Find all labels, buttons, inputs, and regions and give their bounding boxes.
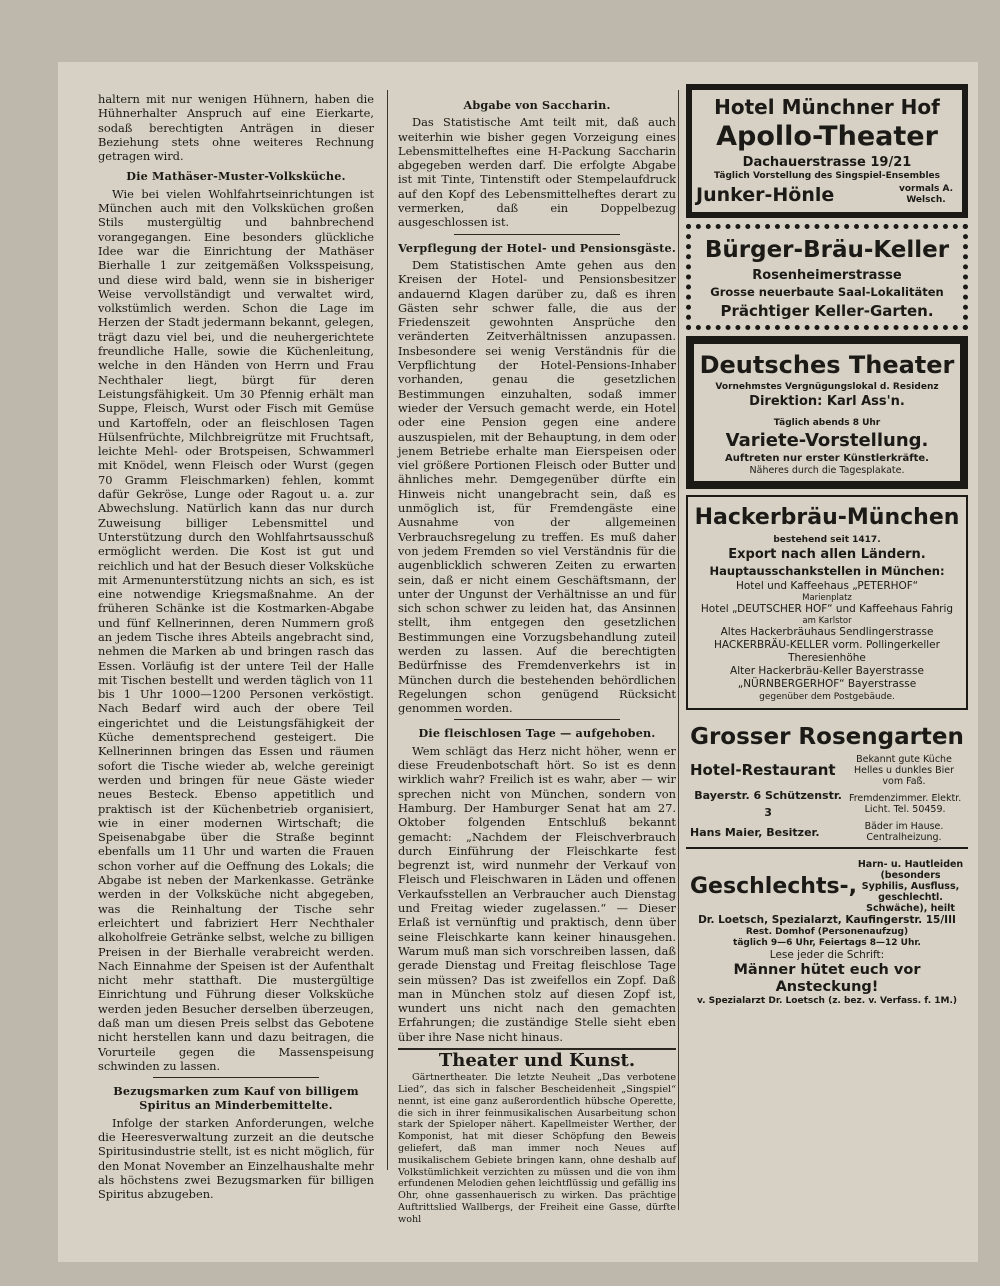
ad-buerger-rooms: Grosse neuerbaute Saal-Lokalitäten <box>710 285 944 299</box>
ad-apollo-tagline: Täglich Vorstellung des Singspiel-Ensembles <box>713 171 941 181</box>
paragraph-hotelgaeste: Dem Statistischen Amte gehen aus den Kreisen der Hotel- und Pensionsbesitzer andauernd Klagen darüber zu, daß es ihren Gästen sehr schwer falle, die aus der Friedenszeit gewohnten Ansprüche den veränderten Zeitverhältnissen anzupassen. Insbesondere sei wenig Verständnis für die Verpflichtung der Hotel-Pensions-Inhaber vorhanden, genau die gesetzlichen Bestimmungen einzuhalten, sodaß immer wieder der Versuch gemacht werde, ein Hotel oder eine Pension gegen eine andere auszuspielen, mit der Behauptung, in dem oder jenem Betriebe erhalte man Eierspeisen oder viel größere Portionen Fleisch oder Butter und ähnliches mehr. Demgegenüber dürfte ein Hinweis nicht unangebracht sein, daß es unmöglich ist, für Fremdengäste eine Ausnahme von der allgemeinen Verbrauchsregelung zu treffen. Es muß daher von jedem Fremden so viel Verständnis für die augenblicklich schweren Zeiten zu erwarten sein, daß er nicht einem Geschäftsmann, der unter der Ungunst der Verhältnisse an und für sich schon schwer zu leiden hat, das Ansinnen stellt, ihm entgegen den gesetzlichen Bestimmungen eine Vorzugsbehandlung zuteil werden zu lassen. Auf die berechtigten Bedürfnisse des Fremdenverkehrs ist in München durch die bestehenden behördlichen Regelungen schon genügend Rücksicht genommen worden. <box>398 257 676 716</box>
paragraph-spiritus: Infolge der starken Anforderungen, welche die Heeresverwaltung zurzeit an die deutsche Spiritusindustrie stellt, ist es nicht möglich, für den Monat November an Einzelhaushalte mehr als höchstens zwei Bezugsmarken für billigen Spiritus abzugeben. <box>98 1115 374 1202</box>
paragraph-saccharin: Das Statistische Amt teilt mit, daß auch weiterhin wie bisher gegen Vorzeigung eines Lebensmittelheftes eine H-Packung Saccharin abgegeben werden darf. Die erfolgte Abgabe ist mit Tinte, Tintenstift oder Stempelaufdruck auf den Kopf des Lebensmittelheftes derart zu vermerken, daß ein Doppelbezug ausgeschlossen ist. <box>398 115 676 230</box>
ad-apollo-hotel: Hotel Münchner Hof <box>714 95 940 119</box>
advertisement-column <box>686 84 968 1017</box>
ad-hacker-outlet-3: Altes Hackerbräuhaus Sendlingerstrasse <box>720 626 934 638</box>
ad-rosengarten-row-1 <box>690 754 964 787</box>
ad-hacker-outlet-4: HACKERBRÄU-KELLER vorm. Pollingerkeller Theresienhöhe <box>714 639 940 664</box>
ad-rosengarten <box>686 716 968 849</box>
ad-rosengarten-address: Bayerstr. 6 Schützenstr. 3 <box>694 789 842 819</box>
ad-apollo-theater <box>686 84 968 218</box>
column-divider-2 <box>678 90 679 1210</box>
ad-hacker-export: Export nach allen Ländern. <box>728 547 926 562</box>
ad-deutsches-tagline: Vornehmstes Vergnügungslokal d. Residenz <box>715 382 939 392</box>
ad-apollo-owner: Junker-Hönle <box>696 184 835 206</box>
ad-buerger-braeu <box>686 224 968 330</box>
heading-hotelgaeste: Verpflegung der Hotel- und Pensionsgäste. <box>398 240 676 255</box>
ad-hacker-outlet-6-loc: gegenüber dem Postgebäude. <box>759 692 895 702</box>
ad-loetsch-row-1 <box>690 859 964 914</box>
paragraph-fleischlose-tage: Wem schlägt das Herz nicht höher, wenn er diese Freudenbotschaft hört. So ist es denn wirklich wahr? Freilich ist es wahr, aber — wir sprechen nicht von München, sondern von Hamburg. Der Hamburger Senat hat am 27. Oktober folgenden Entschluß bekannt gemacht: „Nachdem der Fleischverbrauch durch Einführung der Fleischkarte fest begrenzt ist, wird nunmehr der Verkauf von Fleisch und Fleischwaren in Läden und offenen Verkaufsstellen an Verbraucher auch Dienstag und Freitag wieder zugelassen.“ — Dieser Erlaß ist vernünftig und praktisch, denn über seine Fleischkarte kann keiner hinausgehen. Warum muß man sich vorschreiben lassen, daß gerade Dienstag und Freitag fleischlose Tage sein müssen? Das ist zweifellos ein Zopf. Daß man in München stolz auf diesen Zopf ist, wundert uns nicht nach den gemachten Erfahrungen; die zuständige Stelle sieht eben über ihre Nase nicht hinaus. <box>398 743 676 1044</box>
ad-loetsch-source: v. Spezialarzt Dr. Loetsch (z. bez. v. Verfass. f. 1M.) <box>696 996 958 1006</box>
ad-hacker-since: bestehend seit 1417. <box>773 535 881 545</box>
ad-deutsches-show: Variete-Vorstellung. <box>725 430 929 451</box>
ad-deutsches-time: Täglich abends 8 Uhr <box>773 418 881 428</box>
ad-apollo-formerly: vormals A. Welsch. <box>898 184 954 205</box>
ad-deutsches-title: Deutsches Theater <box>699 351 955 379</box>
heading-saccharin: Abgabe von Saccharin. <box>463 98 611 112</box>
heading-fleischlose-tage: Die fleischlosen Tage — aufgehoben. <box>418 726 656 741</box>
ad-buerger-garden: Prächtiger Keller-Garten. <box>720 302 934 320</box>
ad-loetsch-location: Rest. Domhof (Personenaufzug) <box>745 927 909 937</box>
paragraph-mathaeser: Wie bei vielen Wohlfahrtseinrichtungen ist München auch mit den Volksküchen großen Stils mustergültig und bahnbrechend vorangegangen. Eine besonders glückliche Idee war die Einrichtung der Mathäser Bierhalle 1 zur zeitgemäßen Volksspeisung, und diese wird bald, wenn sie in bisheriger Weise vervollständigt und verwaltet wird, volkstümlich werden. Schon die Lage im Herzen der Stadt jedermann bekannt, gelegen, trägt dazu viel bei, und die neuhergerichtete freundliche Halle, sowie die Küchenleitung, welche in den Händen von Herrn und Frau Nechthaler liegt, bürgt für deren Leistungsfähigkeit. Um 30 Pfennig erhält man Suppe, Fleisch, Wurst oder Fisch mit Gemüse und Kartoffeln, oder an fleischlosen Tagen Hülsenfrüchte, Milchbreigrütze mit Fruchtsaft, leichte Mehl- oder Brotspeisen, Schwammerl mit Knödel, wenn Fleisch oder Wurst (gegen 70 Gramm Fleischmarken) fehlen, kommt dafür Gekröse, Lunge oder Ragout u. a. zur Abwechslung. Natürlich kann das nur durch Zuweisung billiger Lebensmittel und Unterstützung durch den Wohlfahrtsausschuß ermöglicht werden. Die Kost ist gut und reichlich und hat der Besuch dieser Volksküche mit Armenunterstützung nichts an sich, es ist eine notwendige Kriegsmaßnahme. An der früheren Schänke ist die Kostmarken-Abgabe und fünf Kellnerinnen, deren Nummern groß an jedem Tische ihres Abteils angebracht sind, nehmen die Marken ab und bringen rasch das Essen. Vorläufig ist der untere Teil der Halle mit Tischen bestellt und werden täglich von 11 bis 1 Uhr 1000—1200 Personen verköstigt. Nach Bedarf wird auch der obere Teil eingerichtet und die Leistungsfähigkeit der Küche dementsprechend gesteigert. Die Kellnerinnen bringen das Essen und räumen sofort die Tische wieder ab, welche gereinigt werden und bringen für neue Gäste wieder neues Besteck. Ebenso appetitlich und praktisch ist der Küchenbetrieb organisiert, wie in einer modernen Wirtschaft; die Speisenabgabe über die Straße beginnt ebenfalls um 11 Uhr und warten die Frauen schon vorher auf die Oeffnung des Lokals; die Abgabe ist neben der Markenkasse. Getränke werden in der Volksküche nicht abgegeben, was die Reinhaltung der Tische sehr erleichtert und fabriziert Herr Nechthaler alkoholfreie Getränke selbst, welche zu billigen Preisen in der Bierhalle verabreicht werden. Nach Einnahme der Speisen ist der Aufenthalt nicht mehr statthaft. Die mustergültige Einrichtung und Führung dieser Volksküche werden jeden Besucher derselben überzeugen, daß man um diesen Preis selbst das Gebotene nicht herstellen kann und dazu beitragen, die Vorurteile gegen die Massenspeisung schwinden zu lassen. <box>98 186 374 1073</box>
ad-rosengarten-kitchen: Bekannt gute Küche Helles u dunkles Bier vom Faß. <box>853 754 955 787</box>
column-divider-1 <box>387 90 388 1170</box>
column-left <box>98 92 374 1204</box>
ad-loetsch-conditions: Harn- u. Hautleiden (besonders Syphilis, Ausfluss, geschlechtl. Schwäche), heilt <box>857 859 964 914</box>
ad-deutsches-info: Näheres durch die Tagesplakate. <box>749 465 905 476</box>
divider <box>454 234 621 235</box>
ad-deutsches-direction: Direktion: Karl Ass'n. <box>749 394 905 409</box>
ad-loetsch-title: Geschlechts-, <box>690 873 858 899</box>
ad-deutsches-artists: Auftreten nur erster Künstlerkräfte. <box>725 453 929 464</box>
divider <box>153 1077 319 1078</box>
ad-loetsch-doctor: Dr. Loetsch, Spezialarzt, Kaufingerstr. 15/III <box>698 914 956 926</box>
ad-hacker-outlet-2: Hotel „DEUTSCHER HOF“ und Kaffeehaus Fahrig <box>700 603 954 615</box>
ad-hacker-outlet-1: Hotel und Kaffeehaus „PETERHOF“ <box>735 580 919 592</box>
ad-loetsch-warning: Männer hütet euch vor Ansteckung! <box>733 962 921 995</box>
heading-mathaeser: Die Mathäser-Muster-Volksküche. <box>126 169 346 184</box>
ad-loetsch-hours: täglich 9—6 Uhr, Feiertags 8—12 Uhr. <box>733 938 921 948</box>
ad-buerger-street: Rosenheimerstrasse <box>752 268 902 283</box>
ad-hackerbraeu <box>686 495 968 710</box>
ad-rosengarten-row-3 <box>690 821 964 843</box>
newspaper-page <box>58 62 978 1262</box>
ad-hacker-title: Hackerbräu-München <box>694 505 960 530</box>
ad-hacker-outlet-2-loc: am Karlstor <box>802 616 852 626</box>
ad-apollo-owner-row <box>696 182 958 208</box>
paragraph-eierkarte: haltern mit nur wenigen Hühnern, haben die Hühnerhalter Anspruch auf eine Eierkarte, sodaß berechtigten Anträgen in dieser Beziehung stets ohne weiteres Rechnung getragen wird. <box>98 92 374 164</box>
ad-deutsches-theater <box>686 336 968 489</box>
heading-spiritus: Bezugsmarken zum Kauf von billigem Spiritus an Minderbemittelte. <box>113 1084 359 1113</box>
ad-hacker-outlet-6: „NÜRNBERGERHOF“ Bayerstrasse <box>737 678 917 690</box>
heading-theater-kunst: Theater und Kunst. <box>438 1050 636 1071</box>
ad-rosengarten-restaurant: Hotel-Restaurant <box>690 761 836 779</box>
ad-apollo-title: Apollo-Theater <box>716 121 938 152</box>
column-middle <box>398 92 676 1228</box>
divider <box>454 719 621 720</box>
ad-hacker-outlet-5: Alter Hackerbräu-Keller Bayerstrasse <box>730 665 924 677</box>
paragraph-gaertnertheater: Gärtnertheater. Die letzte Neuheit „Das verbotene Lied“, das sich in falscher Bescheidenheit „Singspiel“ nennt, ist eine ganz außerordentlich hübsche Operette, die sich in ihrer feinmusikalischen Ausarbeitung schon stark der Spieloper nähert. Kapellmeister Werther, der Komponist, hat mit dieser Schöpfung den Beweis geliefert, daß man immer noch Neues auf musikalischem Gebiete bringen kann, ohne deshalb auf Volkstümlichkeit verzichten zu müssen und die von ihm erfundenen Melodien gehen leichtflüssig und gefällig ins Ohr, ohne gassenhauerisch zu wirken. Das prächtige Auftrittslied Wallbergs, der Freiheit eine Gasse, dürfte wohl <box>398 1072 676 1225</box>
ad-apollo-address: Dachauerstrasse 19/21 <box>742 155 912 170</box>
ad-rosengarten-rooms: Fremdenzimmer. Elektr. Licht. Tel. 50459. <box>848 793 962 815</box>
ad-buerger-title: Bürger-Bräu-Keller <box>704 237 950 263</box>
ad-rosengarten-row-2 <box>690 787 964 821</box>
ad-hacker-outlet-1-loc: Marienplatz <box>802 593 852 603</box>
ad-hacker-outlets: Hauptausschankstellen in München: <box>709 564 945 578</box>
ad-rosengarten-baths: Bäder im Hause. Centralheizung. <box>864 821 944 843</box>
ad-loetsch <box>686 855 968 1011</box>
ad-rosengarten-title: Grosser Rosengarten <box>690 724 964 750</box>
ad-rosengarten-owner: Hans Maier, Besitzer. <box>690 825 820 839</box>
ad-loetsch-read: Lese jeder die Schrift: <box>769 949 885 961</box>
